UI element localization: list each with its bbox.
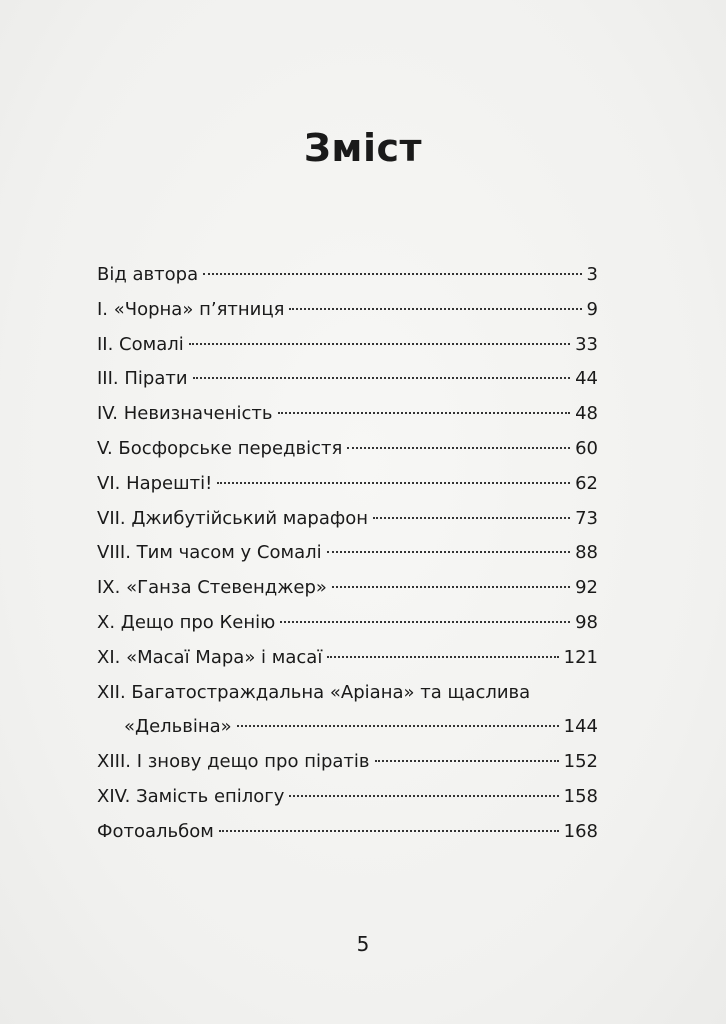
page-number: 5: [356, 932, 370, 956]
toc-entry-page: 73: [575, 507, 598, 529]
dot-leader: [373, 517, 570, 519]
toc-entry-label: VIII. Тим часом у Сомалі: [97, 542, 322, 564]
toc-entry-label: V. Босфорське передвістя: [97, 437, 343, 459]
toc-entry-label: I. «Чорна» п’ятниця: [97, 298, 285, 320]
toc-entry: [97, 328, 598, 363]
toc-entry-label: XIII. І знову дещо про піратів: [97, 751, 370, 773]
toc-entry-page: 92: [575, 577, 598, 599]
toc-entry-page: 3: [586, 264, 598, 285]
toc-entry: [97, 641, 598, 676]
toc-entry-label: X. Дещо про Кенію: [97, 611, 276, 633]
toc-entry-label: Від автора: [97, 264, 199, 285]
dot-leader: [327, 656, 558, 658]
dot-leader: [193, 377, 571, 379]
toc-entry-page: 88: [575, 542, 598, 564]
dot-leader: [375, 760, 559, 762]
toc-entry: [97, 362, 598, 397]
toc-entry-label: «Дельвіна»: [124, 716, 232, 738]
toc-entry-label: XIV. Замість епілогу: [97, 785, 285, 807]
dot-leader: [280, 621, 570, 623]
toc-entry: [97, 397, 598, 432]
dot-leader: [219, 830, 559, 832]
toc-entry: [97, 780, 598, 815]
dot-leader: [189, 343, 570, 345]
toc-entry-page: 33: [575, 333, 598, 355]
toc-entry: [97, 676, 598, 711]
toc-entry: [97, 606, 598, 641]
toc-entry-label: VII. Джибутійський марафон: [97, 507, 369, 529]
toc-entry-page: 98: [575, 611, 598, 633]
toc-entry-page: 152: [563, 751, 598, 773]
toc-entry: [97, 467, 598, 502]
toc-entry-page: 158: [563, 785, 598, 807]
toc-entry-label: IX. «Ганза Стевенджер»: [97, 577, 327, 599]
dot-leader: [289, 308, 581, 310]
toc-entry-page: 62: [575, 472, 598, 494]
dot-leader: [203, 273, 581, 275]
toc-entry-continuation: [97, 710, 598, 745]
toc-entry: [97, 293, 598, 328]
toc-entry-page: 48: [575, 403, 598, 425]
toc-entry-label: IV. Невизначеність: [97, 403, 273, 425]
toc-entry: [97, 815, 598, 850]
dot-leader: [327, 551, 570, 553]
toc-entry: [97, 502, 598, 537]
toc-entry-page: 121: [563, 646, 598, 668]
toc-entry-label: XII. Багатостраждальна «Аріана» та щаслива: [97, 681, 531, 703]
dot-leader: [289, 795, 558, 797]
dot-leader: [347, 447, 570, 449]
page-title: Зміст: [303, 126, 423, 170]
dot-leader: [278, 412, 571, 414]
dot-leader: [217, 482, 570, 484]
toc-entry-page: 9: [586, 298, 598, 320]
toc-entry: [97, 258, 598, 293]
toc-entry-page: 144: [563, 716, 598, 738]
dot-leader: [237, 725, 559, 727]
toc-entry-label: VI. Нарешті!: [97, 472, 213, 494]
table-of-contents: [97, 258, 598, 850]
dot-leader: [332, 586, 570, 588]
toc-entry-label: XI. «Масаї Мара» і масаї: [97, 646, 323, 668]
toc-entry-page: 44: [575, 368, 598, 390]
toc-entry: [97, 432, 598, 467]
toc-entry: [97, 571, 598, 606]
toc-entry: [97, 536, 598, 571]
toc-entry-label: III. Пірати: [97, 368, 188, 390]
toc-entry-page: 60: [575, 437, 598, 459]
toc-entry-page: 168: [563, 820, 598, 842]
toc-entry-label: Фотоальбом: [97, 820, 214, 842]
toc-entry-label: II. Сомалі: [97, 333, 184, 355]
toc-entry: [97, 745, 598, 780]
